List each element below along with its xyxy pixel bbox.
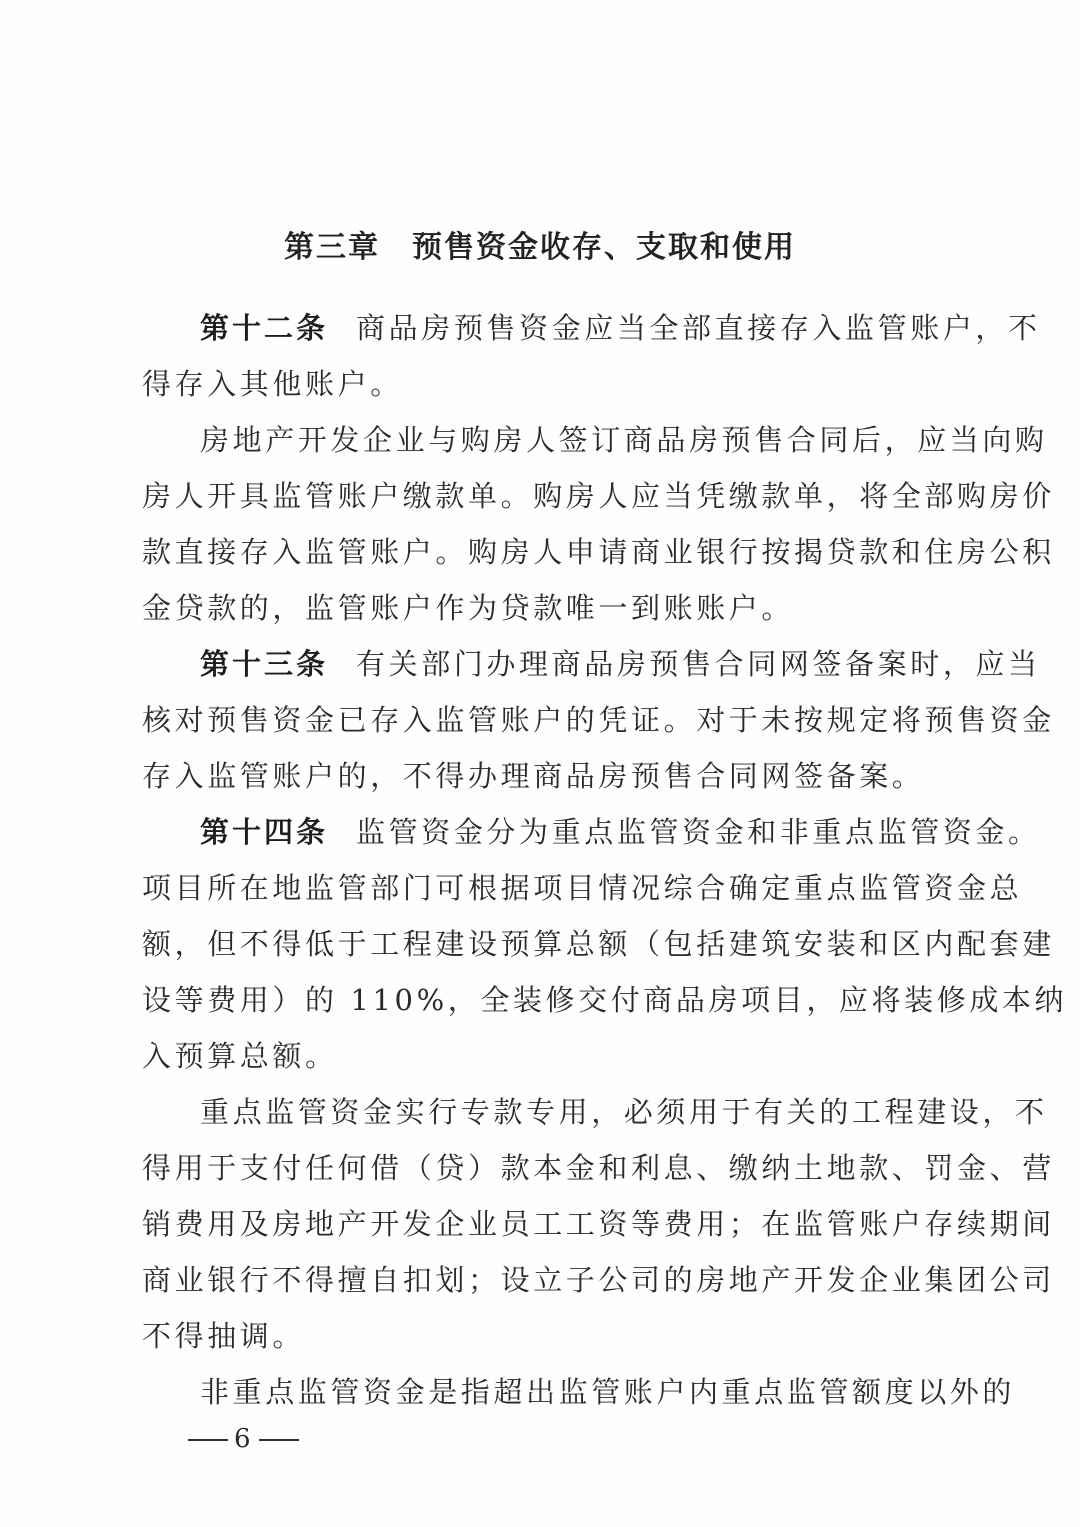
article-13-line-1	[200, 642, 1041, 683]
dash-left	[188, 1439, 228, 1441]
paragraph-line: 不得抽调。	[142, 1319, 306, 1353]
article-12-text: 商品房预售资金应当全部直接存入监管账户，不	[356, 311, 1041, 345]
paragraph-line: 款直接存入监管账户。购房人申请商业银行按揭贷款和住房公积	[142, 535, 1055, 569]
article-14-line-1	[200, 810, 1041, 851]
page-number	[182, 1424, 305, 1454]
paragraph-line: 金贷款的，监管账户作为贷款唯一到账账户。	[142, 591, 795, 625]
paragraph-line: 项目所在地监管部门可根据项目情况综合确定重点监管资金总	[142, 871, 1023, 905]
paragraph-line: 房人开具监管账户缴款单。购房人应当凭缴款单，将全部购房价	[142, 479, 1055, 513]
article-12-line-1	[200, 306, 1041, 347]
dash-right	[259, 1439, 299, 1441]
paragraph-line: 核对预售资金已存入监管账户的凭证。对于未按规定将预售资金	[142, 703, 1055, 737]
paragraph-line: 设等费用）的 110%，全装修交付商品房项目，应将装修成本纳	[142, 983, 1068, 1017]
paragraph-line: 入预算总额。	[142, 1039, 338, 1073]
paragraph-line: 得用于支付任何借（贷）款本金和利息、缴纳土地款、罚金、营	[142, 1151, 1055, 1185]
paragraph-line: 房地产开发企业与购房人签订商品房预售合同后，应当向购	[200, 423, 1048, 457]
article-13-head: 第十三条	[200, 647, 329, 681]
article-14-head: 第十四条	[200, 815, 329, 849]
paragraph-line: 商业银行不得擅自扣划；设立子公司的房地产开发企业集团公司	[142, 1263, 1055, 1297]
paragraph-line: 销费用及房地产开发企业员工工资等费用；在监管账户存续期间	[142, 1207, 1055, 1241]
page-number-value: 6	[234, 1424, 253, 1454]
article-12-line-2: 得存入其他账户。	[142, 367, 403, 401]
article-12-head: 第十二条	[200, 311, 329, 345]
paragraph-line: 额，但不得低于工程建设预算总额（包括建筑安装和区内配套建	[142, 927, 1055, 961]
paragraph-line: 存入监管账户的，不得办理商品房预售合同网签备案。	[142, 759, 925, 793]
article-14-text: 监管资金分为重点监管资金和非重点监管资金。	[356, 815, 1041, 849]
chapter-title: 第三章 预售资金收存、支取和使用	[284, 230, 796, 265]
paragraph-line: 非重点监管资金是指超出监管账户内重点监管额度以外的	[200, 1375, 1016, 1409]
article-13-text: 有关部门办理商品房预售合同网签备案时，应当	[356, 647, 1041, 681]
paragraph-line: 重点监管资金实行专款专用，必须用于有关的工程建设，不	[200, 1095, 1048, 1129]
